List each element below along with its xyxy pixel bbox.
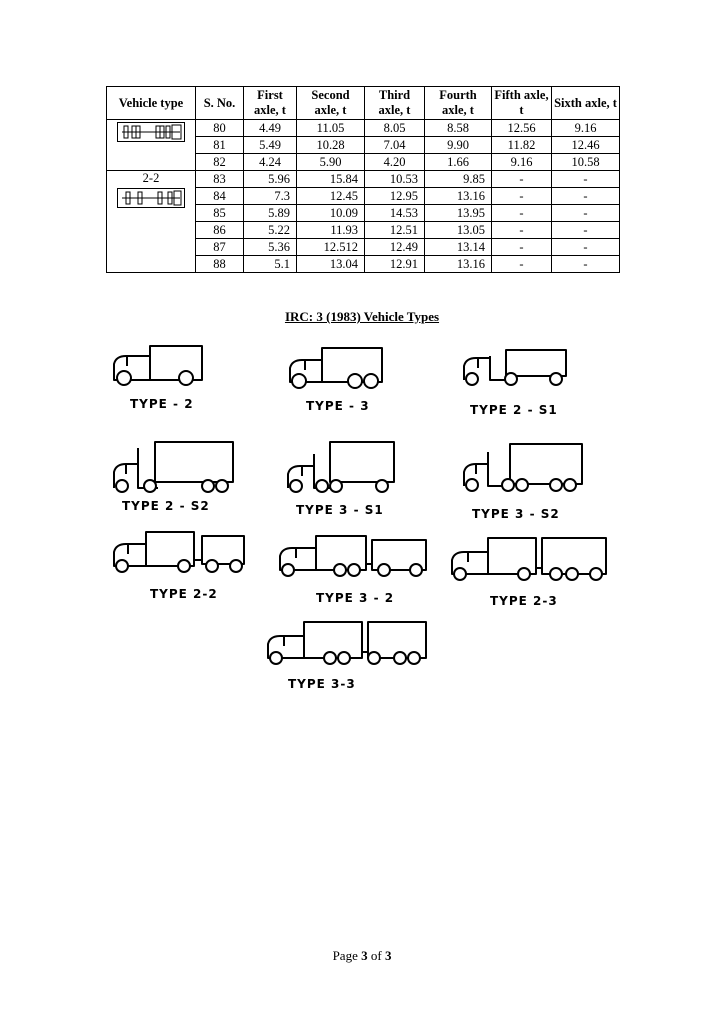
label-type-3-2: TYPE 3 - 2: [316, 591, 395, 605]
cell-sixth-axle: -: [552, 205, 620, 222]
header-first-axle: First axle, t: [244, 87, 297, 120]
cell-second-axle: 11.93: [297, 222, 365, 239]
cell-first-axle: 5.36: [244, 239, 297, 256]
vehicle-type-cell: [107, 120, 196, 171]
header-second-axle: Second axle, t: [297, 87, 365, 120]
cell-second-axle: 15.84: [297, 171, 365, 188]
footer-total-pages: 3: [384, 948, 392, 963]
cell-third-axle: 12.91: [365, 256, 425, 273]
cell-fifth-axle: -: [492, 256, 552, 273]
cell-first-axle: 5.96: [244, 171, 297, 188]
cell-third-axle: 14.53: [365, 205, 425, 222]
cell-second-axle: 10.09: [297, 205, 365, 222]
label-type-3-s1: TYPE 3 - S1: [296, 503, 384, 517]
cell-s-no: 88: [196, 256, 244, 273]
footer-middle: of: [367, 948, 385, 963]
cell-s-no: 84: [196, 188, 244, 205]
cell-first-axle: 5.22: [244, 222, 297, 239]
vehicle-type-2: [114, 346, 202, 385]
cell-third-axle: 7.04: [365, 137, 425, 154]
figure-title: [0, 309, 724, 325]
cell-first-axle: 4.24: [244, 154, 297, 171]
cell-s-no: 81: [196, 137, 244, 154]
label-type-3: TYPE - 3: [306, 399, 370, 413]
vehicle-type-2-s1: [464, 350, 566, 385]
figure-title-text: IRC: 3 (1983) Vehicle Types: [284, 309, 440, 324]
cell-fifth-axle: 12.56: [492, 120, 552, 137]
label-type-2: TYPE - 2: [130, 397, 194, 411]
vehicle-type-label: 2-2: [142, 171, 160, 185]
cell-fifth-axle: 11.82: [492, 137, 552, 154]
cell-s-no: 83: [196, 171, 244, 188]
header-fourth-axle: Fourth axle, t: [425, 87, 492, 120]
cell-sixth-axle: 12.46: [552, 137, 620, 154]
axle-load-table: [106, 86, 620, 273]
cell-s-no: 82: [196, 154, 244, 171]
cell-third-axle: 8.05: [365, 120, 425, 137]
label-type-2-s2: TYPE 2 - S2: [122, 499, 210, 513]
cell-fourth-axle: 13.05: [425, 222, 492, 239]
vehicle-type-3: [290, 348, 382, 388]
cell-fifth-axle: -: [492, 205, 552, 222]
cell-sixth-axle: 9.16: [552, 120, 620, 137]
header-vehicle-type: Vehicle type: [107, 87, 196, 120]
axle-configuration-icon: [117, 188, 185, 208]
cell-s-no: 86: [196, 222, 244, 239]
axle-configuration-icon: [117, 122, 185, 142]
label-type-3-s2: TYPE 3 - S2: [472, 507, 560, 521]
vehicle-type-2-2: [114, 532, 244, 572]
cell-s-no: 85: [196, 205, 244, 222]
vehicle-type-3-s2: [464, 444, 582, 491]
cell-first-axle: 4.49: [244, 120, 297, 137]
cell-fourth-axle: 9.90: [425, 137, 492, 154]
cell-fourth-axle: 8.58: [425, 120, 492, 137]
cell-s-no: 87: [196, 239, 244, 256]
cell-fourth-axle: 13.16: [425, 188, 492, 205]
cell-third-axle: 12.49: [365, 239, 425, 256]
cell-fourth-axle: 13.14: [425, 239, 492, 256]
cell-sixth-axle: -: [552, 171, 620, 188]
cell-first-axle: 5.89: [244, 205, 297, 222]
label-type-2-2: TYPE 2-2: [150, 587, 218, 601]
cell-fifth-axle: -: [492, 171, 552, 188]
header-fifth-axle: Fifth axle, t: [492, 87, 552, 120]
header-third-axle: Third axle, t: [365, 87, 425, 120]
cell-second-axle: 5.90: [297, 154, 365, 171]
cell-sixth-axle: -: [552, 239, 620, 256]
cell-second-axle: 12.512: [297, 239, 365, 256]
header-sixth-axle: Sixth axle, t: [552, 87, 620, 120]
label-type-3-3: TYPE 3-3: [288, 677, 356, 691]
cell-fourth-axle: 13.16: [425, 256, 492, 273]
table-row: [107, 120, 620, 137]
cell-third-axle: 10.53: [365, 171, 425, 188]
cell-s-no: 80: [196, 120, 244, 137]
cell-first-axle: 7.3: [244, 188, 297, 205]
cell-fifth-axle: -: [492, 239, 552, 256]
vehicle-type-cell: [107, 171, 196, 273]
cell-fourth-axle: 13.95: [425, 205, 492, 222]
footer-current-page: 3: [361, 948, 368, 963]
cell-fifth-axle: 9.16: [492, 154, 552, 171]
cell-first-axle: 5.49: [244, 137, 297, 154]
cell-sixth-axle: -: [552, 222, 620, 239]
vehicle-type-2-s2: [114, 442, 233, 492]
header-s-no: S. No.: [196, 87, 244, 120]
vehicle-type-3-2: [280, 536, 426, 576]
cell-first-axle: 5.1: [244, 256, 297, 273]
cell-fourth-axle: 9.85: [425, 171, 492, 188]
footer-prefix: Page: [332, 948, 362, 963]
cell-third-axle: 4.20: [365, 154, 425, 171]
cell-second-axle: 12.45: [297, 188, 365, 205]
vehicle-types-figure: [0, 330, 724, 710]
label-type-2-s1: TYPE 2 - S1: [470, 403, 558, 417]
cell-fifth-axle: -: [492, 188, 552, 205]
label-type-2-3: TYPE 2-3: [490, 594, 558, 608]
cell-sixth-axle: -: [552, 188, 620, 205]
table-row: [107, 171, 620, 188]
cell-second-axle: 13.04: [297, 256, 365, 273]
vehicle-type-3-3: [268, 622, 426, 664]
cell-sixth-axle: -: [552, 256, 620, 273]
vehicle-type-2-3: [452, 538, 606, 580]
table-header-row: [107, 87, 620, 120]
cell-third-axle: 12.95: [365, 188, 425, 205]
cell-fourth-axle: 1.66: [425, 154, 492, 171]
vehicle-type-3-s1: [288, 442, 394, 492]
cell-sixth-axle: 10.58: [552, 154, 620, 171]
cell-second-axle: 10.28: [297, 137, 365, 154]
page-footer: [0, 948, 724, 964]
cell-second-axle: 11.05: [297, 120, 365, 137]
cell-third-axle: 12.51: [365, 222, 425, 239]
cell-fifth-axle: -: [492, 222, 552, 239]
